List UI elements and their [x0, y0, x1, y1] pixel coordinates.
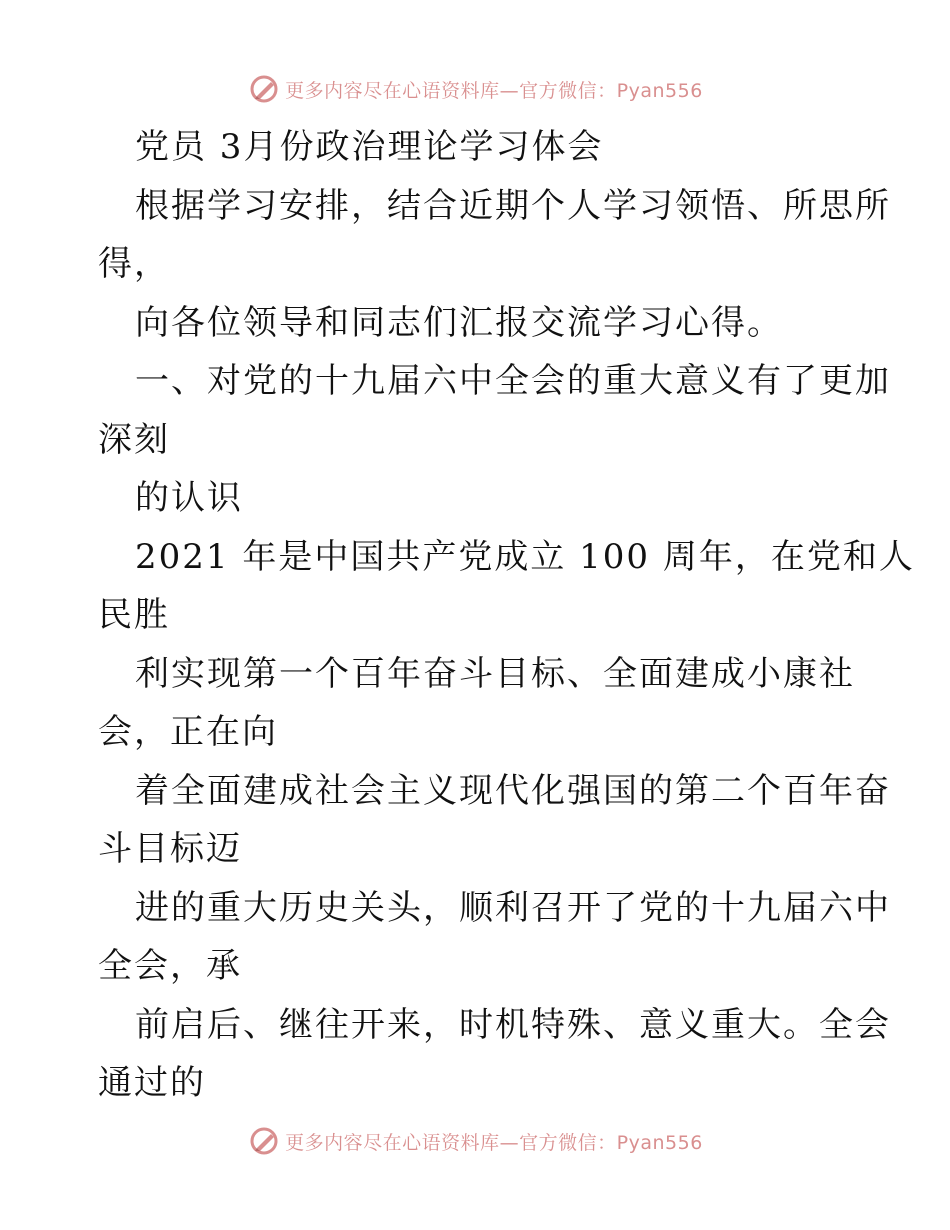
text-line: 向各位领导和同志们汇报交流学习心得。 [135, 302, 783, 343]
text-line: 会，正在向 [98, 712, 278, 752]
text-line: 通过的 [98, 1063, 206, 1103]
text-line: 进的重大历史关头，顺利召开了党的十九届六中 [135, 887, 891, 928]
text-line: 的认识 [135, 478, 243, 518]
text-line: 一、对党的十九届六中全会的重大意义有了更加 [135, 361, 891, 401]
text-line: 根据学习安排，结合近期个人学习领悟、所思所 [135, 185, 891, 226]
pen-logo-icon [247, 1124, 281, 1158]
pen-logo-icon [247, 72, 281, 106]
text-line: 党员 3月份政治理论学习体会 [135, 127, 604, 167]
header-watermark [0, 72, 950, 106]
text-line: 着全面建成社会主义现代化强国的第二个百年奋 [135, 770, 891, 811]
text-line: 深刻 [98, 419, 170, 460]
watermark-text: 更多内容尽在心语资料库—官方微信：Pyan556 [285, 1131, 703, 1154]
text-line: 斗目标迈 [98, 829, 242, 869]
text-line: 得， [98, 244, 170, 284]
text-line: 利实现第一个百年奋斗目标、全面建成小康社 [135, 653, 855, 694]
text-line: 民胜 [98, 595, 170, 635]
document-body [98, 118, 915, 1113]
text-line: 前启后、继往开来，时机特殊、意义重大。全会 [135, 1004, 891, 1045]
text-line: 2021 年是中国共产党成立 100 周年，在党和人 [135, 536, 915, 577]
text-line: 全会，承 [98, 946, 242, 986]
watermark-text: 更多内容尽在心语资料库—官方微信：Pyan556 [285, 79, 703, 102]
footer-watermark [0, 1124, 950, 1158]
